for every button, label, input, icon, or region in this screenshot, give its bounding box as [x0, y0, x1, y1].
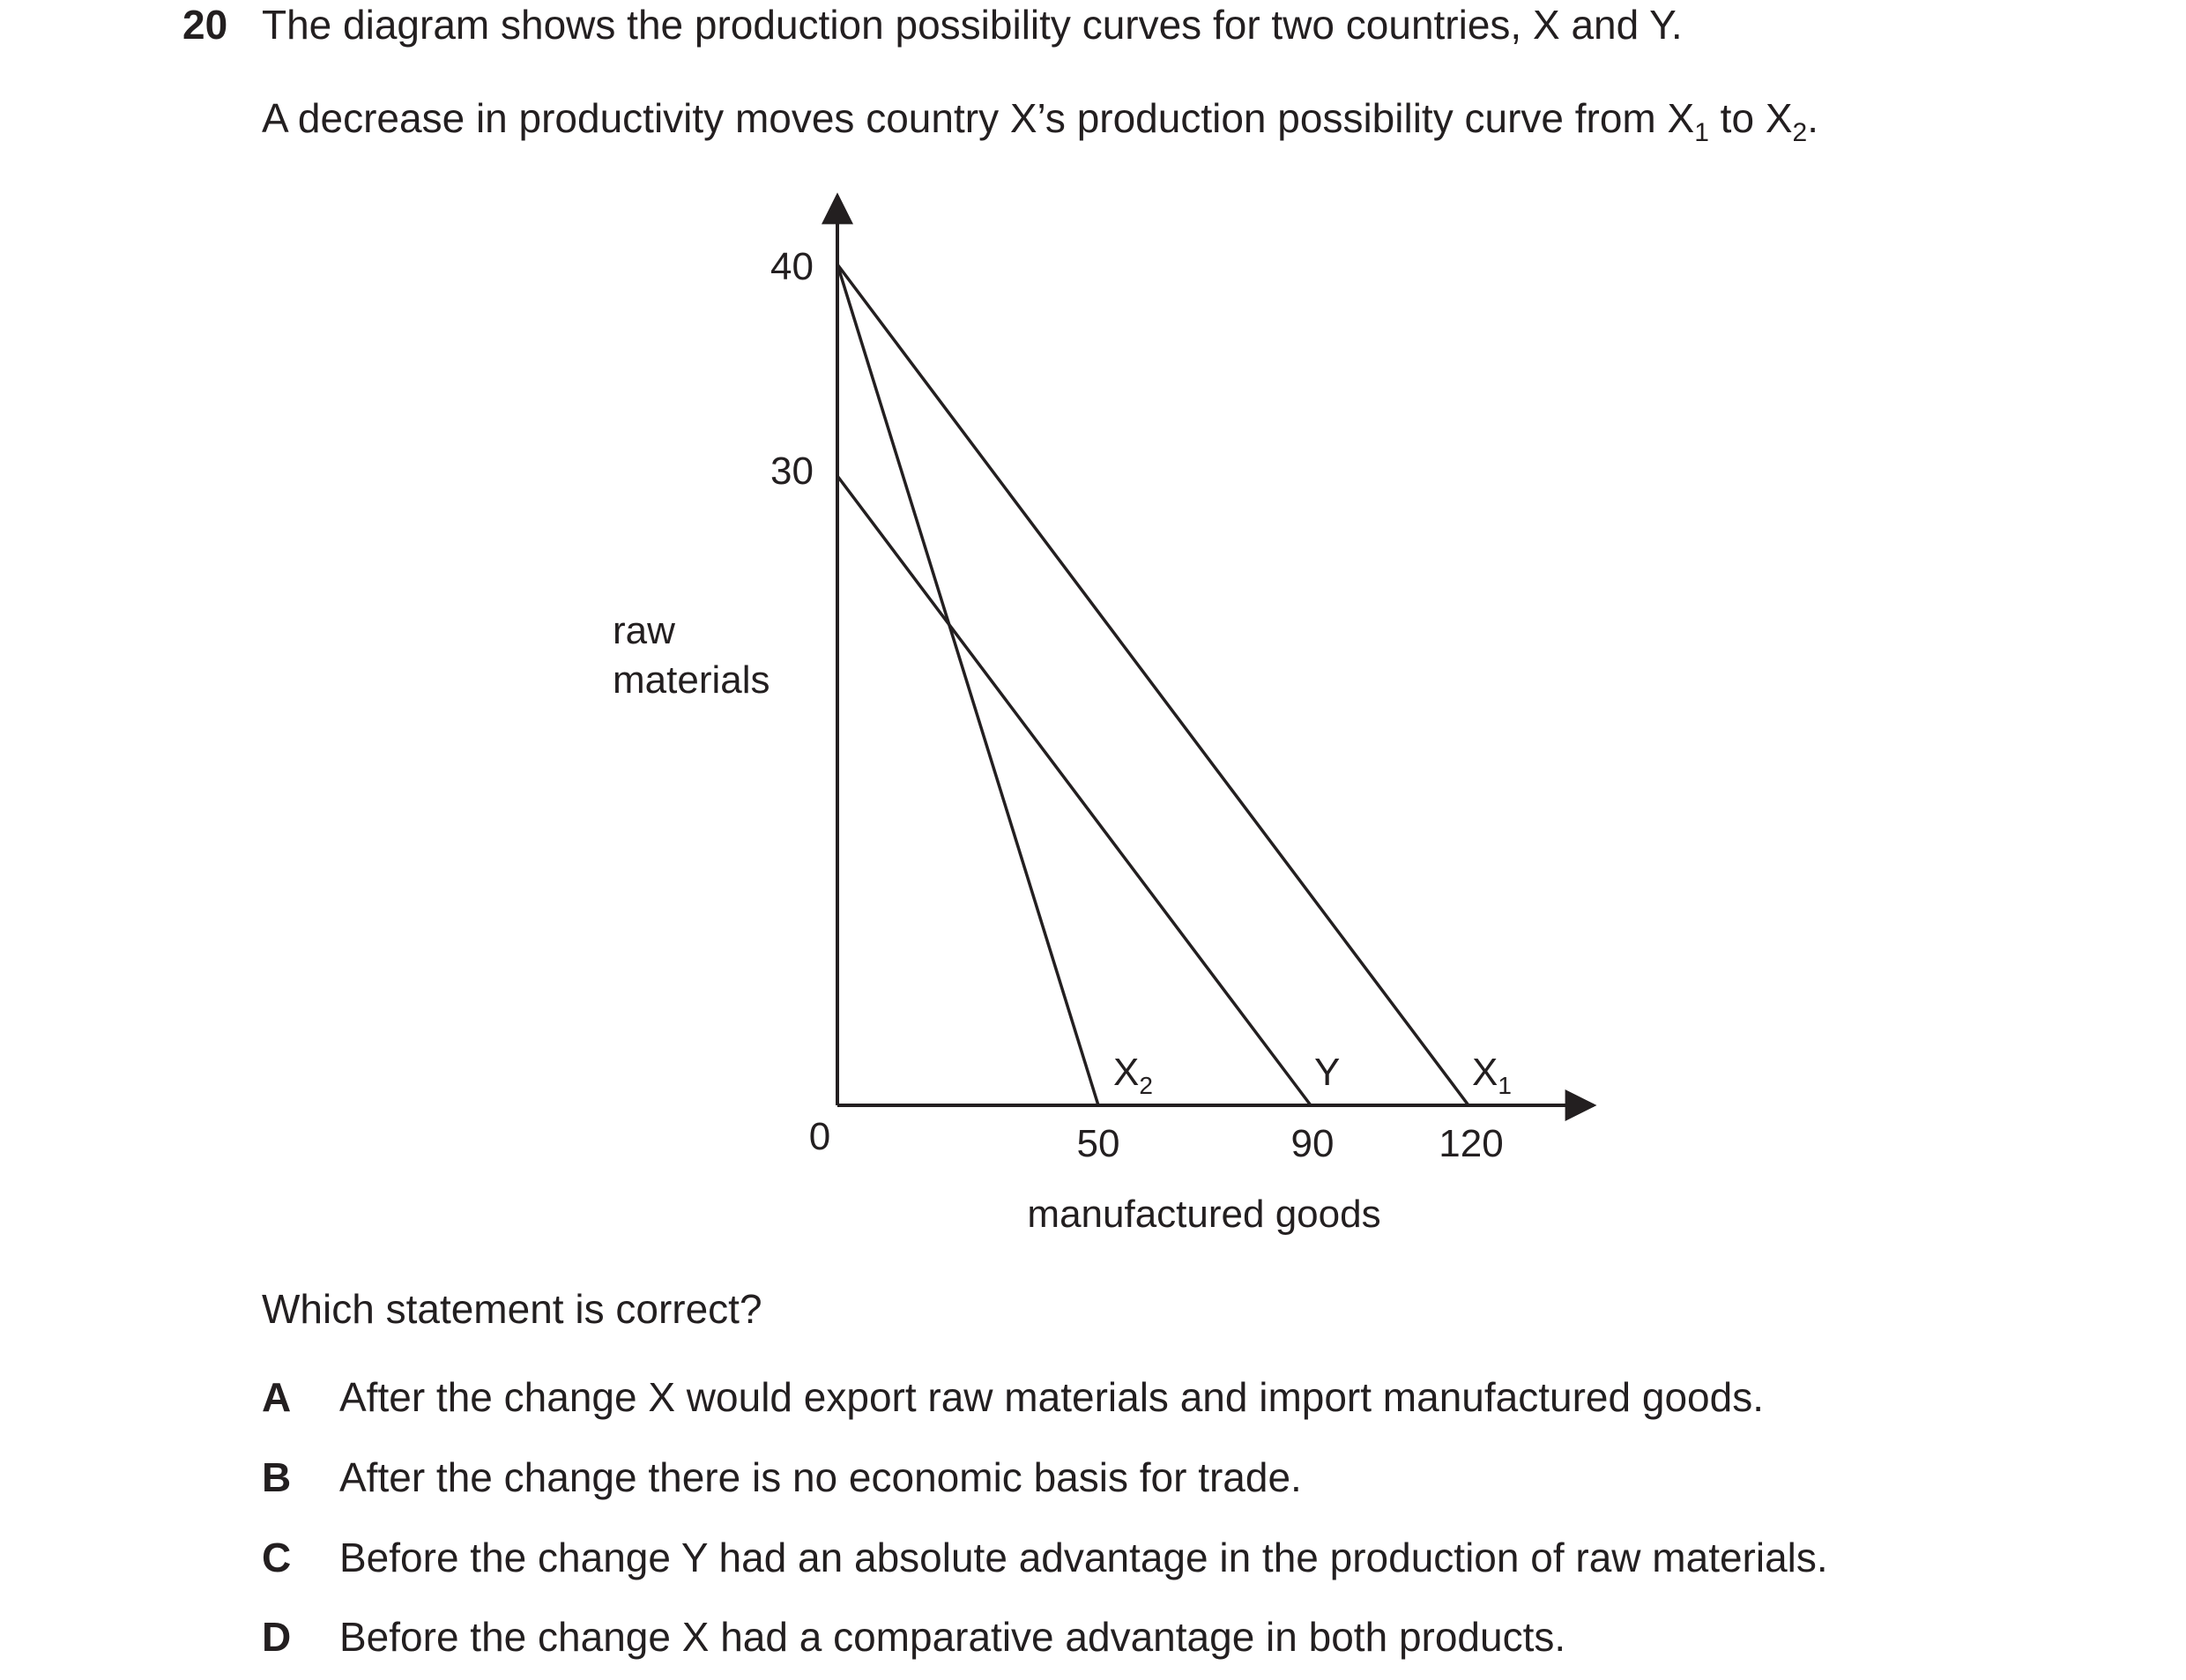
stem-subscript: 1	[1694, 118, 1709, 148]
question-prompt: Which statement is correct?	[262, 1286, 762, 1332]
curve-label-main: X	[1113, 1051, 1140, 1094]
option-d-letter[interactable]: D	[262, 1614, 292, 1660]
x-axis-label: manufactured goods	[1027, 1193, 1381, 1236]
y-tick-label: 40	[770, 245, 814, 288]
curve-x2	[837, 264, 1098, 1105]
question-number: 20	[182, 2, 228, 48]
curve-label-sub: 2	[1139, 1072, 1153, 1099]
stem-text: to X	[1708, 95, 1793, 141]
question-stem: The diagram shows the production possibility curves for two countries, X and Y.	[262, 2, 1683, 48]
stem-subscript: 2	[1792, 118, 1808, 148]
x-tick-label: 120	[1439, 1122, 1504, 1165]
curve-x1	[837, 264, 1468, 1105]
curve-y	[837, 476, 1311, 1105]
option-c-text[interactable]: Before the change Y had an absolute advantage in the production of raw materials.	[339, 1535, 1828, 1580]
y-tick-label: 30	[770, 450, 814, 493]
option-a-letter[interactable]: A	[262, 1374, 292, 1420]
y-axis-label: raw	[613, 609, 675, 652]
origin-label: 0	[808, 1115, 831, 1158]
curve-label-x2	[1113, 1051, 1153, 1099]
curve-label-x1	[1472, 1051, 1512, 1099]
y-axis-label: materials	[613, 658, 770, 702]
option-b-letter[interactable]: B	[262, 1454, 292, 1500]
x-tick-label: 90	[1290, 1122, 1335, 1165]
x-tick-label: 50	[1076, 1122, 1120, 1165]
curve-label-sub: 1	[1498, 1072, 1512, 1099]
option-b-text[interactable]: After the change there is no economic basis for trade.	[339, 1454, 1302, 1500]
curve-label-main: X	[1472, 1051, 1498, 1094]
curve-label-main: Y	[1314, 1051, 1341, 1094]
option-a-text[interactable]: After the change X would export raw materials and import manufactured goods.	[339, 1374, 1764, 1420]
curve-label-y	[1314, 1051, 1340, 1094]
stem-text: .	[1807, 95, 1818, 141]
option-d-text[interactable]: Before the change X had a comparative advantage in both products.	[339, 1614, 1566, 1660]
option-c-letter[interactable]: C	[262, 1535, 292, 1580]
stem-text: A decrease in productivity moves country X’s production possibility curve from X	[262, 95, 1695, 141]
